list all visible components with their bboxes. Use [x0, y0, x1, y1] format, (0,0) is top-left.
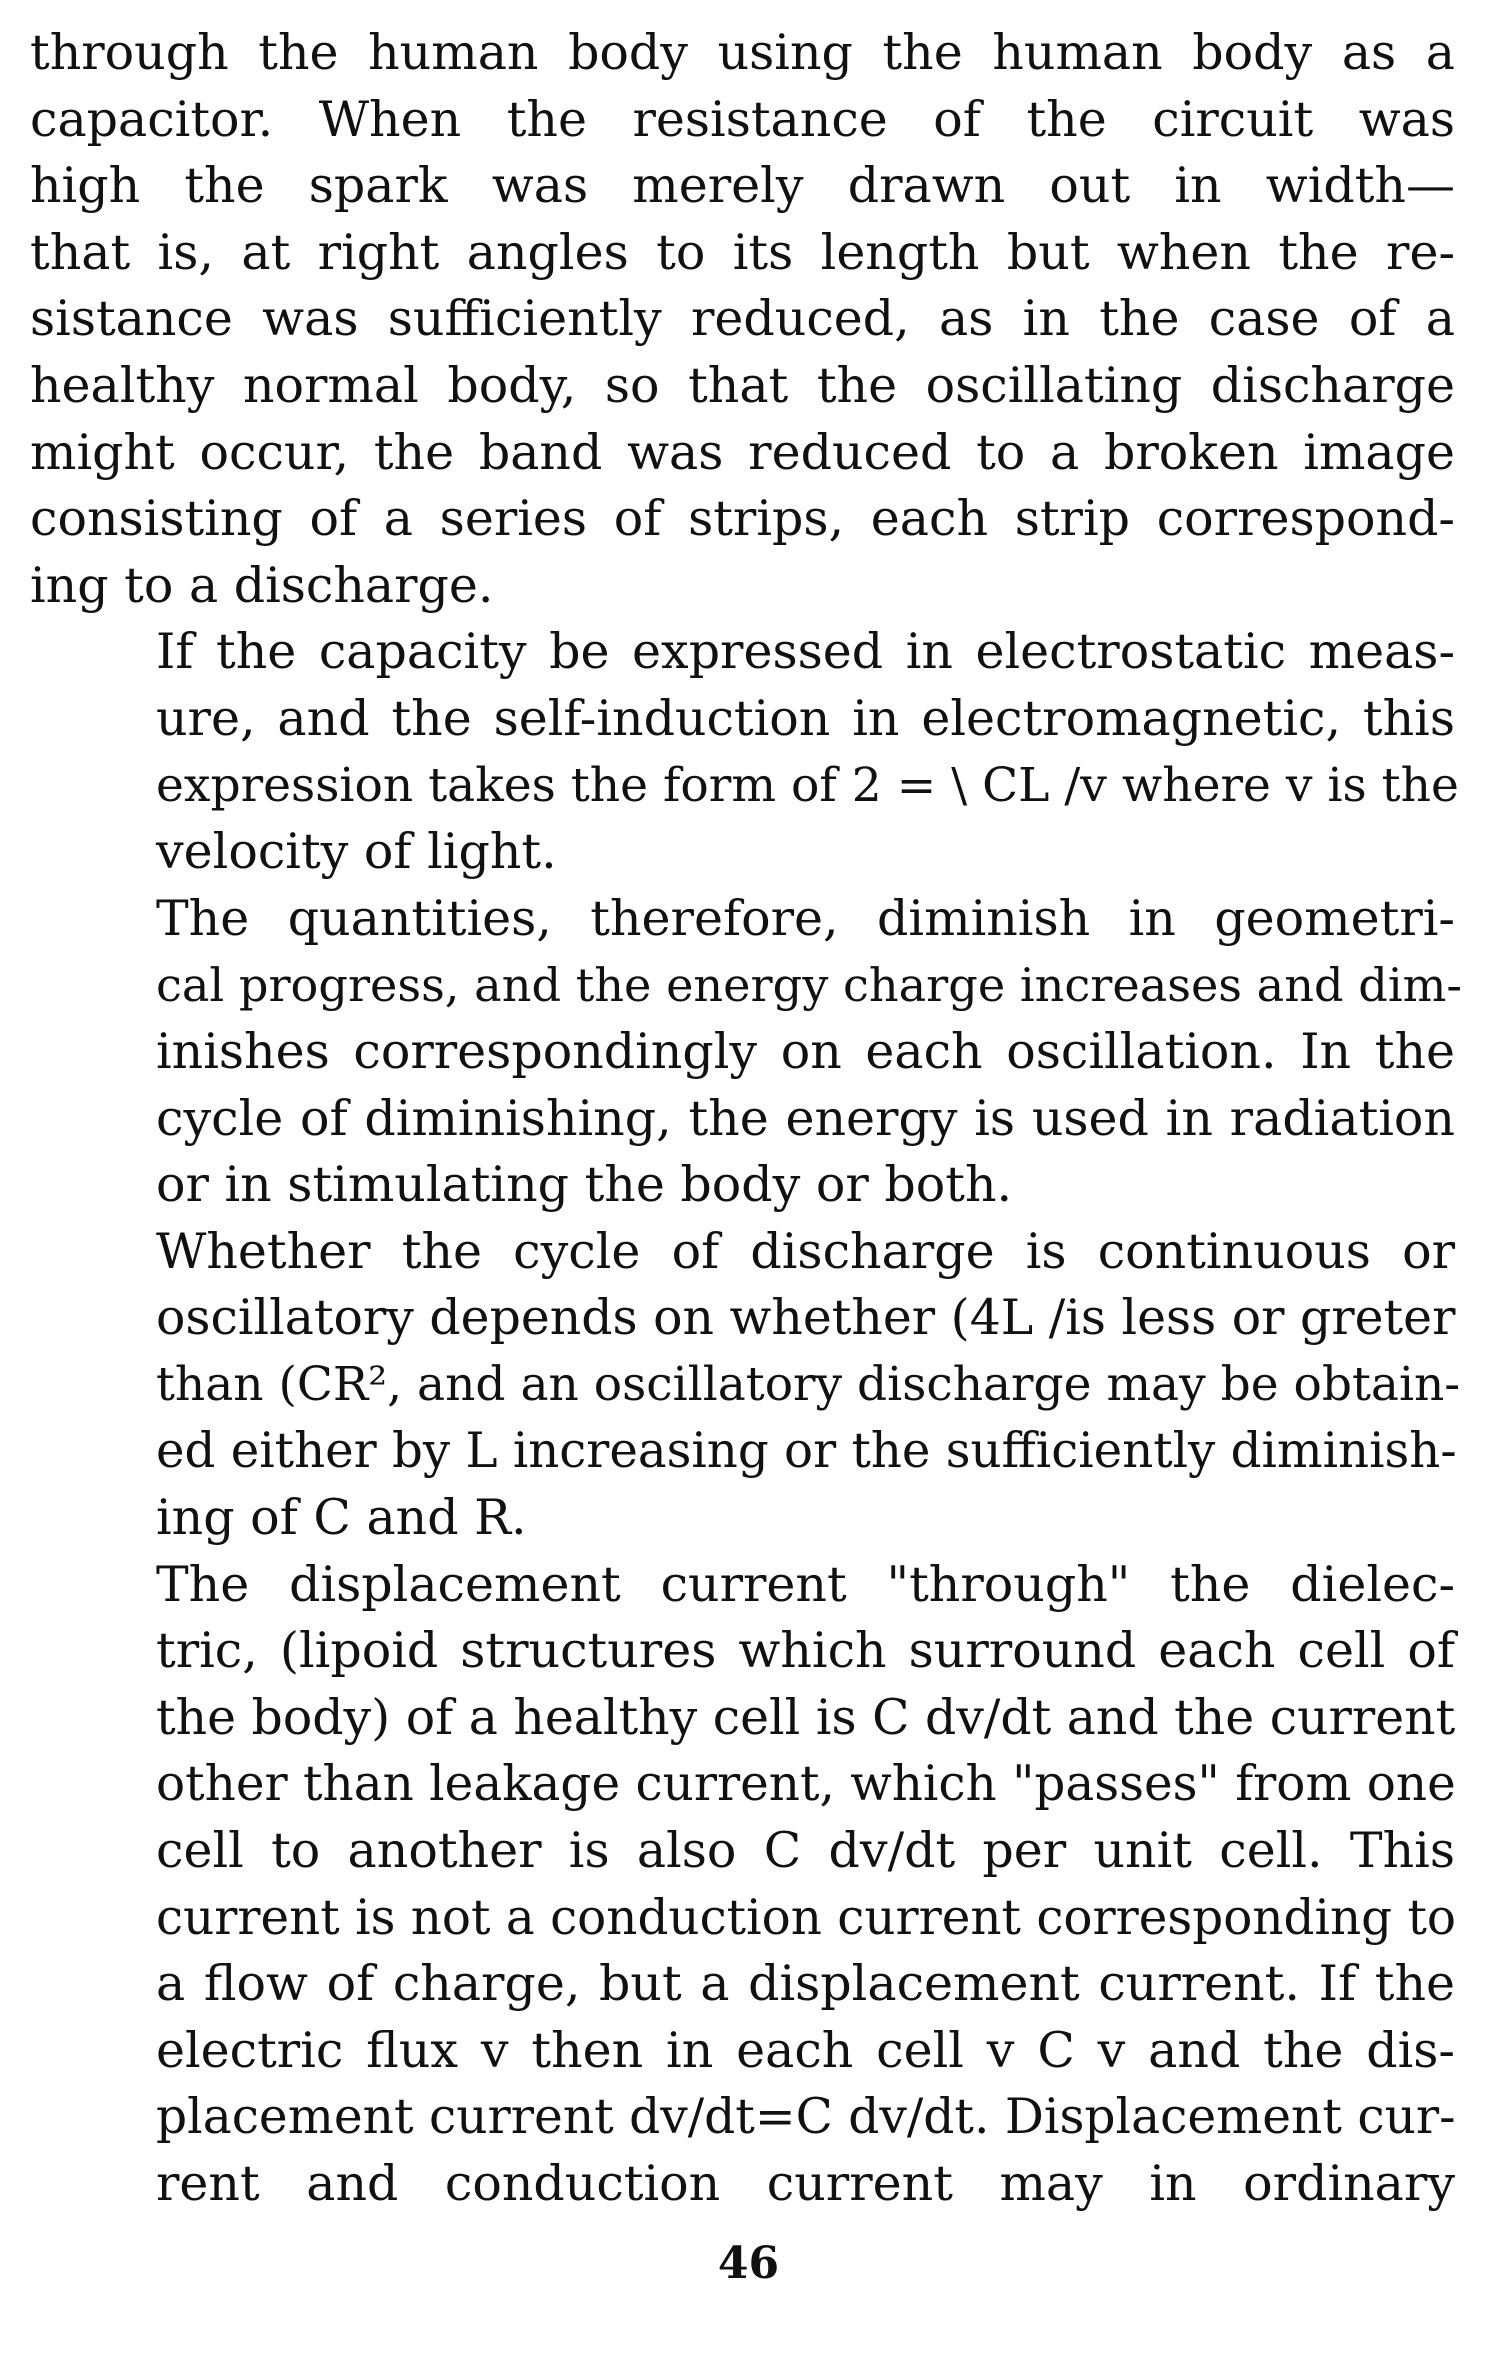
body-text [30, 20, 1463, 2218]
paragraph [30, 1219, 1461, 1552]
text-line: might occur, the band was reduced to a broken image [30, 423, 1455, 481]
book-page [30, 20, 1463, 2340]
text-line: cell to another is also C dv/dt per unit cell. This [156, 1822, 1455, 1880]
text-line: current is not a conduction current corresponding to [156, 1889, 1457, 1946]
text-line: the body) of a healthy cell is C dv/dt and the current [156, 1688, 1456, 1746]
paragraph [30, 886, 1463, 1219]
text-line: ing to a discharge. [30, 556, 494, 614]
text-line: other than leakage current, which "passes" from one [156, 1756, 1456, 1813]
paragraph [30, 1552, 1455, 2218]
page-number: 46 [717, 2238, 780, 2289]
text-line: through the human body using the human body as a [30, 24, 1455, 81]
text-line: than (CR², and an oscillatory discharge may be obtain- [156, 1356, 1461, 1412]
text-line: The quantities, therefore, diminish in geometri- [156, 889, 1455, 947]
paragraph [30, 20, 1455, 619]
text-line: high the spark was merely drawn out in width— [30, 157, 1455, 215]
text-line: placement current dv/dt=C dv/dt. Displacement cur- [156, 2089, 1456, 2146]
text-line: cal progress, and the energy charge increases and dim- [156, 958, 1463, 1013]
text-line: capacitor. When the resistance of the circuit was [30, 90, 1455, 148]
text-line: cycle of diminishing, the energy is used in radiation [156, 1089, 1455, 1147]
text-line: consisting of a series of strips, each strip correspond- [30, 490, 1455, 548]
text-line: inishes correspondingly on each oscillation. In the [156, 1022, 1455, 1080]
text-line: a flow of charge, but a displacement current. If the [156, 1955, 1455, 2013]
text-line: that is, at right angles to its length but when the re- [30, 223, 1455, 281]
text-line: sistance was sufficiently reduced, as in the case of a [30, 290, 1455, 348]
text-line: rent and conduction current may in ordinary [156, 2155, 1455, 2212]
text-line: ure, and the self-induction in electromagnetic, this [156, 689, 1455, 747]
text-line: velocity of light. [156, 823, 557, 881]
paragraph [30, 619, 1459, 885]
text-line: oscillatory depends on whether (4L /is less or greter [156, 1289, 1456, 1347]
text-line: tric, (lipoid structures which surround each cell of [156, 1622, 1455, 1680]
text-line: If the capacity be expressed in electrostatic meas- [156, 623, 1455, 681]
text-line: ed either by L increasing or the sufficiently diminish- [156, 1423, 1457, 1480]
text-line: expression takes the form of 2 = \ CL /v where v is the [156, 757, 1459, 813]
text-line: healthy normal body, so that the oscillating discharge [30, 356, 1455, 414]
text-line: The displacement current "through" the dielec- [156, 1555, 1455, 1613]
text-line: or in stimulating the body or both. [156, 1156, 1013, 1214]
text-line: ing of C and R. [156, 1489, 527, 1547]
text-line: electric flux v then in each cell v C v and the dis- [156, 2021, 1455, 2079]
text-line: Whether the cycle of discharge is continuous or [156, 1222, 1455, 1280]
